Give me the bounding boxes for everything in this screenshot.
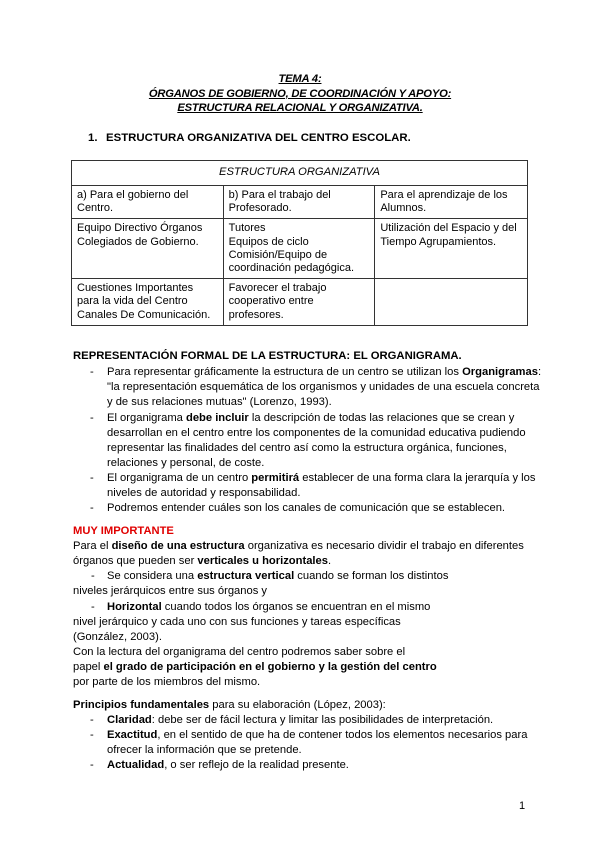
table-cell: Equipo Directivo Órganos Colegiados de Gobierno. [72,219,224,279]
list-item [107,411,543,471]
list-item [107,758,543,773]
text: : "la representación esquemática de los organismos y unidades de una escuela concreta y de sus relaciones mutuas" (Lorenzo, 1993). [107,366,542,409]
table-cell-empty [375,279,528,326]
bold-text: Organigramas [462,366,538,379]
table-cell: Cuestiones Importantes para la vida del Centro Canales De Comunicación. [72,279,224,326]
section-number: 1. [88,132,98,144]
principles-section [73,698,543,774]
text: El organigrama de un centro [107,472,252,485]
table-heading: ESTRUCTURA ORGANIZATIVA [72,161,528,186]
conclusion-line-2 [73,660,543,675]
text: cuando se forman los distintos [294,570,449,583]
text: El organigrama [107,411,186,424]
text: Para el [73,540,112,553]
text: cuando todos los órganos se encuentran en el mismo [161,600,431,613]
bold-text: estructura vertical [197,570,295,583]
representation-list [73,365,543,516]
representation-section [73,349,543,516]
important-section [73,524,543,690]
list-item [107,728,543,758]
table-cell: a) Para el gobierno del Centro. [72,186,224,219]
horizontal-line-3: (González, 2003). [73,630,162,643]
table-cell: b) Para el trabajo del Profesorado. [223,186,375,219]
principles-list [73,713,543,773]
text: . [327,555,332,568]
bold-text: verticales u horizontales [197,555,328,568]
vertical-line-2: niveles jerárquicos entre sus órganos y [73,585,268,598]
text: , en el sentido de que ha de contener todos los elementos necesarios para ofrecer la información que se pretende. [107,729,528,757]
title-tema: TEMA 4: [278,73,322,85]
text: , o ser reflejo de la realidad presente. [164,759,349,772]
bold-text: Exactitud [107,729,158,742]
bold-text: Horizontal [107,600,162,613]
important-label: MUY IMPORTANTE [73,525,174,537]
horizontal-line-2: nivel jerárquico y cada uno con sus funciones y tareas específicas [73,615,401,628]
list-item [107,365,543,410]
principles-heading [73,698,543,713]
bold-text: diseño de una estructura [111,540,245,553]
vertical-line: - Se considera una estructura vertical cuando se forman los distintos [91,570,449,583]
horizontal-line: - Horizontal cuando todos los órganos se encuentran en el mismo [91,600,431,613]
table-cell: Para el aprendizaje de los Alumnos. [375,186,528,219]
title-line-3: ESTRUCTURA RELACIONAL Y ORGANIZATIVA. [177,102,423,114]
text: papel [73,660,104,673]
section-title: ESTRUCTURA ORGANIZATIVA DEL CENTRO ESCOLAR. [106,132,411,144]
conclusion-line-3: por parte de los miembros del mismo. [73,676,261,689]
section-heading [88,131,411,146]
bold-text: el grado de participación en el gobierno y la gestión del centro [103,660,437,673]
document-title [0,72,600,116]
text: establecer de una forma clara la jerarquía y los niveles de autoridad y responsabilidad. [107,472,536,500]
bold-text: permitirá [251,472,300,485]
text: Para representar gráficamente la estructura de un centro se utilizan los [107,366,463,379]
page-number: 1 [519,800,526,812]
text: organizativa es necesario dividir el trabajo en diferentes órganos que pueden ser [73,540,524,568]
table-row [72,186,528,219]
representation-heading: REPRESENTACIÓN FORMAL DE LA ESTRUCTURA: EL ORGANIGRAMA. [73,350,462,362]
table-cell: Tutores Equipos de ciclo Comisión/Equipo de coordinación pedagógica. [223,219,375,279]
bold-text: Claridad [107,714,152,727]
list-item [107,471,543,501]
important-paragraph [73,539,543,569]
list-item: - Podremos entender cuáles son los canales de comunicación que se establecen. [107,501,543,516]
table-cell: Utilización del Espacio y del Tiempo Agrupamientos. [375,219,528,279]
conclusion-line-1: Con la lectura del organigrama del centro podremos saber sobre el [73,645,406,658]
text: para su elaboración (López, 2003): [209,699,386,711]
table-cell: Favorecer el trabajo cooperativo entre profesores. [223,279,375,326]
title-line-2: ÓRGANOS DE GOBIERNO, DE COORDINACIÓN Y APOYO: [148,87,452,100]
table-row [72,219,528,279]
table-row [72,279,528,326]
bold-text: debe incluir [185,411,249,424]
list-item [107,713,543,728]
text: la descripción de todas las relaciones que se crean y desarrollan en el centro entre los componentes de la comunidad educativa pudiendo representar las finalidades del centro así como la estructura orgánica, funciones, relaciones y personal, de coste. [107,411,526,469]
bold-text: Actualidad [107,759,165,772]
text: : debe ser de fácil lectura y limitar las posibilidades de interpretación. [151,714,494,727]
organization-table [71,160,528,326]
bold-text: Principios fundamentales [73,699,210,711]
text: Se considera una [107,570,198,583]
